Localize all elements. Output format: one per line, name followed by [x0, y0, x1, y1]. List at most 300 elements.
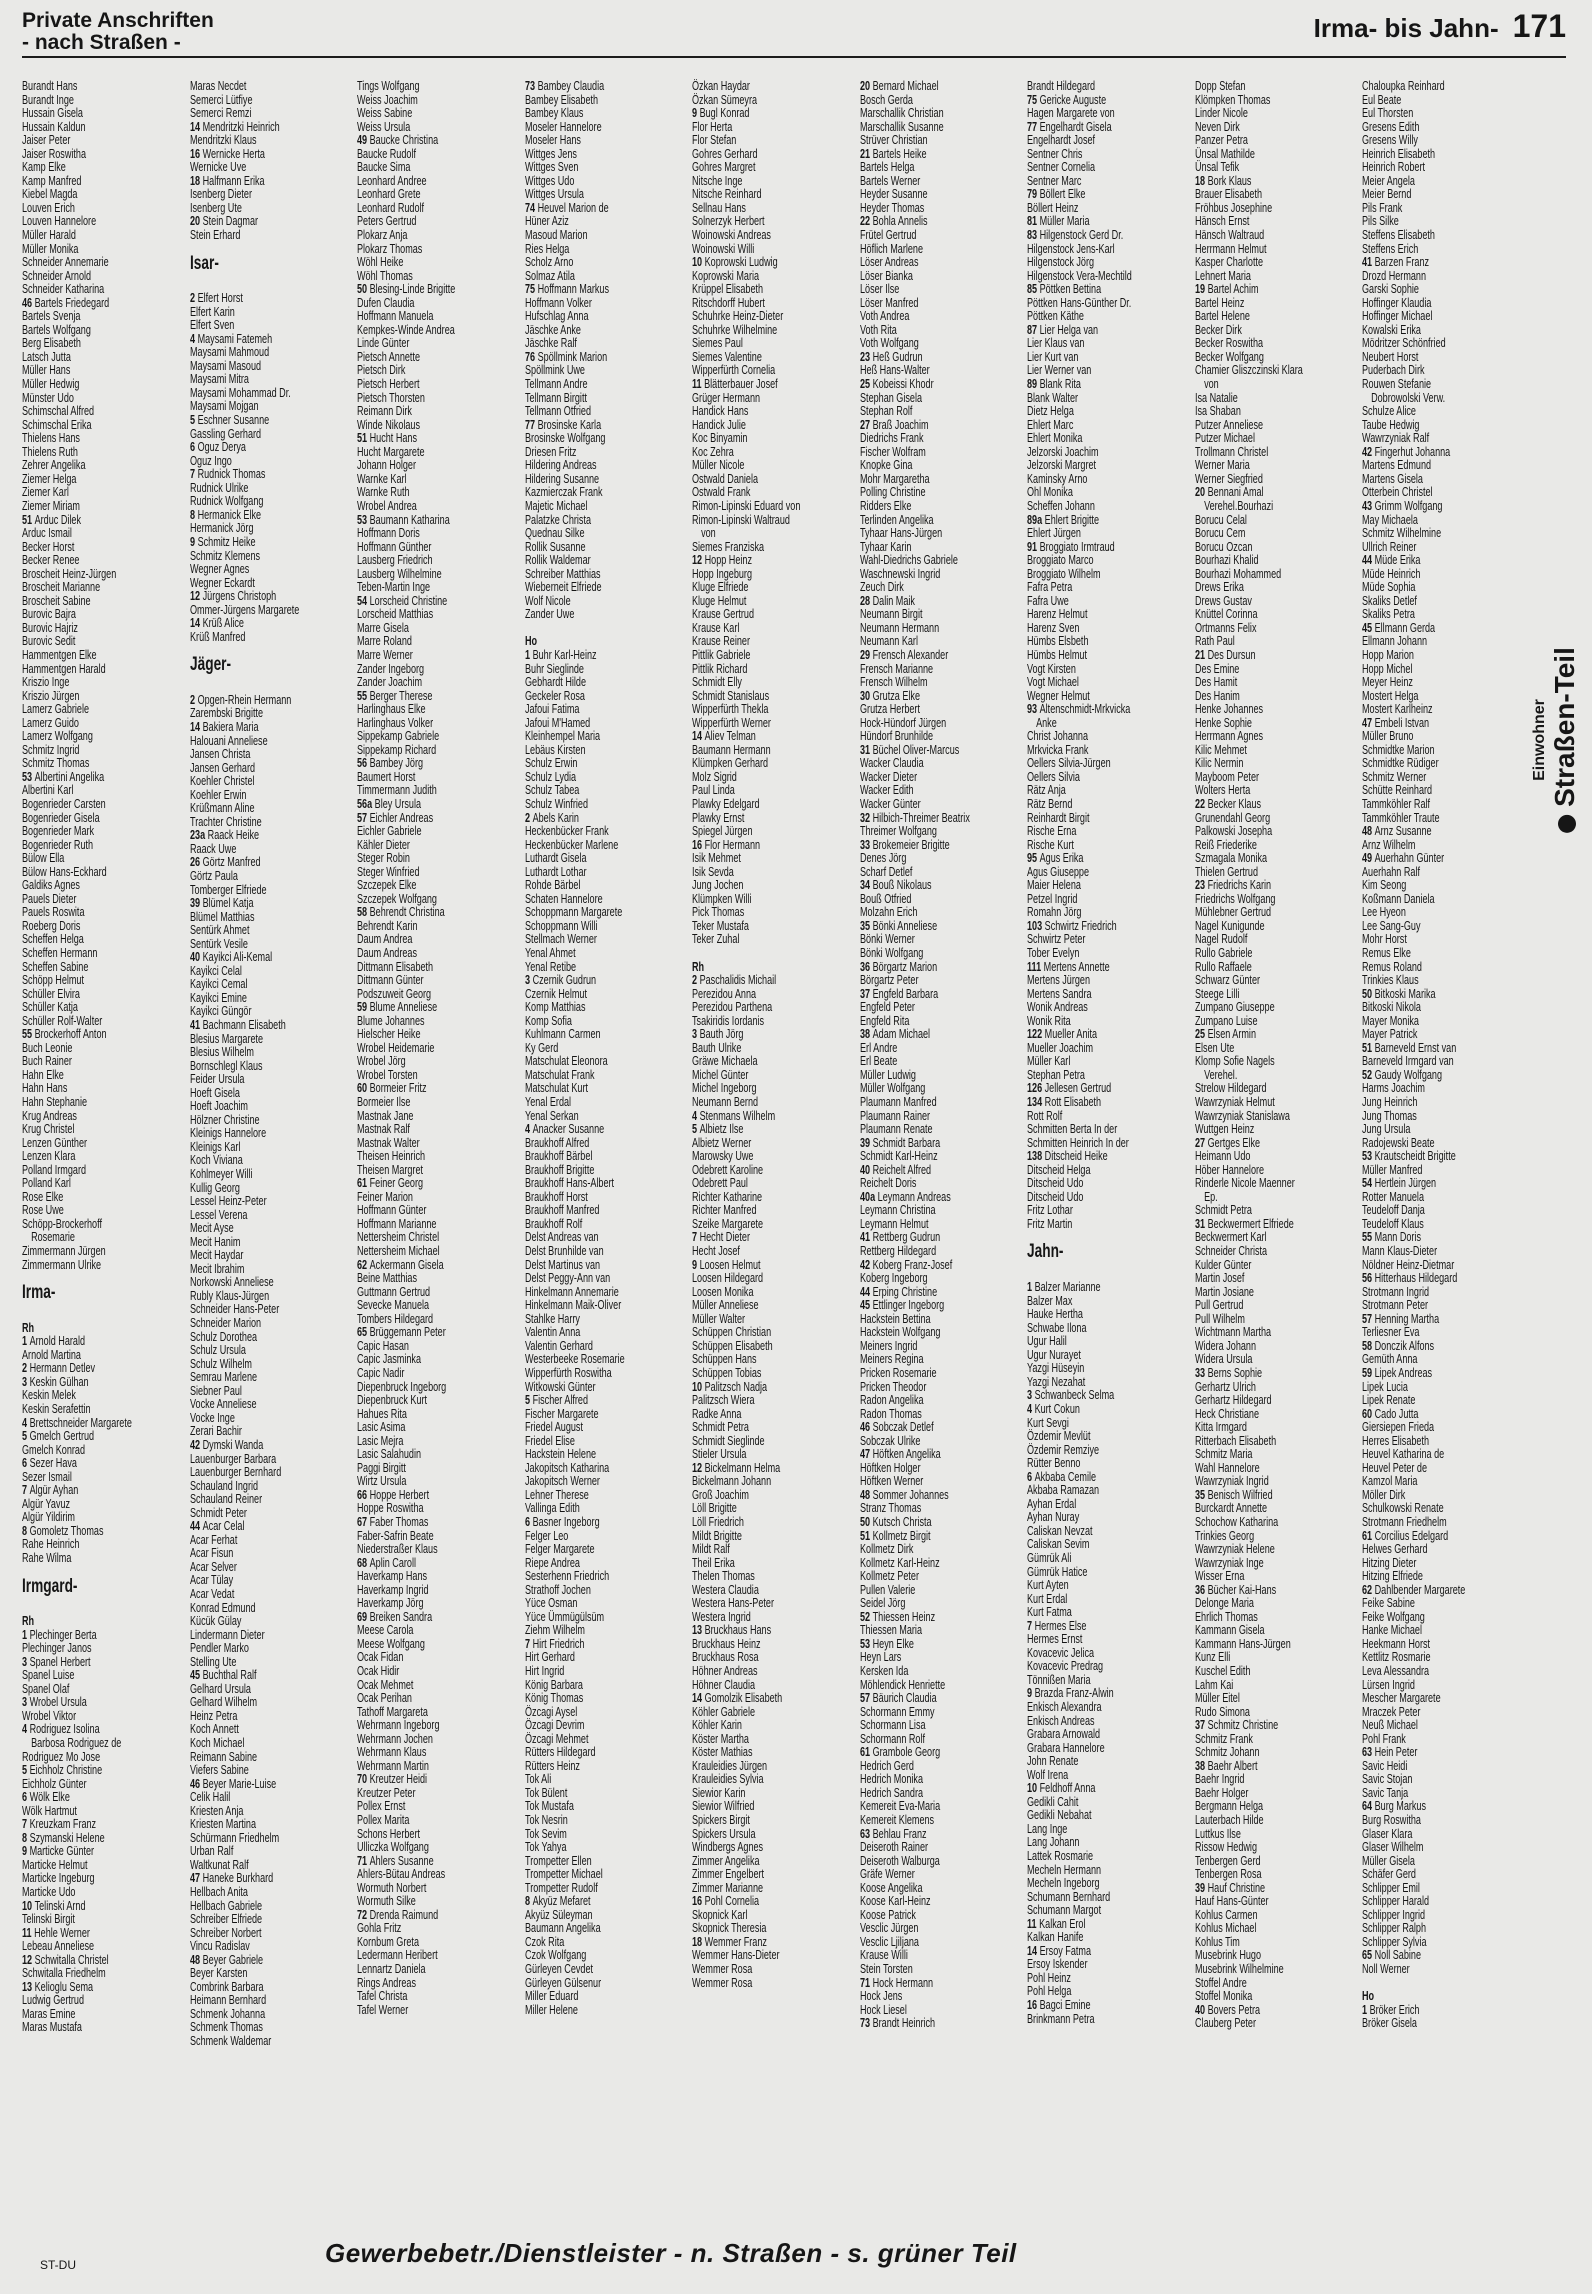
- resident-entry: Hagen Margarete von: [1027, 106, 1116, 121]
- resident-entry: Özdemir Remziye: [1027, 1442, 1100, 1457]
- resident-entry: 44 Müde Erika: [1362, 553, 1421, 568]
- resident-entry: Hahues Rita: [357, 1406, 408, 1421]
- resident-entry: Quednau Silke: [524, 526, 585, 541]
- resident-entry: Lamerz Guido: [22, 715, 79, 730]
- resident-entry: Ritschdorff Hubert: [692, 295, 766, 310]
- resident-entry: Combrink Barbara: [189, 1979, 264, 1994]
- resident-entry: Thielens Ruth: [22, 444, 78, 459]
- resident-entry: Tok Yahya: [524, 1840, 567, 1855]
- resident-entry: Hucht Margarete: [357, 444, 425, 459]
- resident-entry: Neuß Michael: [1362, 1718, 1419, 1733]
- resident-entry: Ludwig Gertrud: [22, 1993, 84, 2008]
- resident-entry: Heckenbücker Frank: [524, 824, 609, 839]
- resident-entry: 5 Gmelch Gertrud: [22, 1429, 95, 1444]
- resident-entry: Hilgenstock Jörg: [1027, 255, 1095, 270]
- resident-entry: Hackstein Wolfgang: [859, 1325, 941, 1340]
- directory-columns: [22, 80, 1530, 2200]
- resident-entry: Kamp Elke: [22, 160, 66, 175]
- resident-entry: Voth Andrea: [859, 309, 910, 324]
- resident-entry: Mildt Ralf: [692, 1542, 731, 1557]
- resident-entry: Braukhoff Rolf: [524, 1216, 582, 1231]
- resident-entry: Hildering Susanne: [524, 471, 599, 486]
- resident-entry: Schöpp-Brockerhoff: [22, 1216, 102, 1231]
- resident-entry: Hüner Aziz: [524, 214, 569, 229]
- resident-entry: Kleinhempel Maria: [524, 729, 600, 744]
- resident-entry: Nagel Kunigunde: [1194, 918, 1265, 933]
- resident-entry: Trompetter Michael: [524, 1867, 603, 1882]
- resident-entry: 1 Bröker Erich: [1362, 2002, 1420, 2017]
- resident-entry: Hoffinger Klaudia: [1362, 295, 1432, 310]
- resident-entry: Zumpano Luise: [1194, 1013, 1258, 1028]
- resident-entry: Neumann Hermann: [859, 620, 939, 635]
- street-heading: Irma-: [22, 1282, 56, 1304]
- resident-entry: 51 Hucht Hans: [357, 431, 418, 446]
- resident-entry: Mohr Horst: [1362, 932, 1408, 947]
- resident-entry: Wöhl Thomas: [357, 268, 413, 283]
- resident-entry: Klömpken Thomas: [1194, 92, 1271, 107]
- resident-entry: Jaiser Roswitha: [22, 146, 87, 161]
- resident-entry: Zander Uwe: [524, 607, 575, 622]
- resident-entry: Mödritzer Schönfried: [1362, 336, 1447, 351]
- resident-entry: Wipperfürth Thekla: [692, 702, 769, 717]
- footer-code: ST-DU: [40, 2258, 76, 2272]
- resident-entry: 64 Burg Markus: [1362, 1799, 1427, 1814]
- resident-entry: Görtz Paula: [189, 868, 238, 883]
- resident-entry: Schochow Katharina: [1194, 1514, 1279, 1529]
- resident-entry: 6 Akbaba Cemile: [1027, 1469, 1097, 1484]
- resident-entry: Tings Wolfgang: [357, 79, 420, 93]
- resident-entry: Schormann Emmy: [859, 1704, 935, 1719]
- resident-entry: Herrmann Helmut: [1194, 241, 1267, 256]
- resident-entry: Spickers Ursula: [692, 1826, 756, 1841]
- resident-entry: Lasic Salahudin: [357, 1447, 422, 1462]
- resident-entry: 41 Barzen Franz: [1362, 255, 1430, 270]
- resident-entry: Felger Leo: [524, 1528, 569, 1543]
- resident-entry: Burandt Inge: [22, 92, 74, 107]
- resident-entry: Semerci Lütfiye: [189, 92, 253, 107]
- resident-entry: 46 Bartels Friedegard: [22, 295, 110, 310]
- resident-entry: Spiegel Jürgen: [692, 824, 753, 839]
- footer-note: Gewerbebetr./Dienstleister - n. Straßen - s. grüner Teil: [325, 2238, 1017, 2268]
- resident-entry: Schmitz Thomas: [22, 756, 90, 771]
- resident-entry: Lebäus Kirsten: [524, 742, 586, 757]
- resident-entry: Marre Gisela: [357, 620, 410, 635]
- resident-entry: Pittlik Gabriele: [692, 647, 751, 662]
- resident-entry: 52 Gaudy Wolfgang: [1362, 1067, 1443, 1082]
- resident-entry: Des Emine: [1194, 661, 1240, 676]
- resident-entry: Bormeier Ilse: [357, 1095, 411, 1110]
- resident-entry: Delst Andreas van: [524, 1230, 599, 1245]
- resident-entry: 7 Hirt Friedrich: [524, 1636, 585, 1651]
- resident-entry: Hitzing Dieter: [1362, 1555, 1417, 1570]
- resident-entry: Lauenburger Bernhard: [189, 1465, 281, 1480]
- resident-entry: Radon Thomas: [859, 1406, 922, 1421]
- resident-entry: Pricken Theodor: [859, 1379, 927, 1394]
- resident-entry: 57 Eichler Andreas: [357, 810, 434, 825]
- resident-entry: 50 Kutsch Christa: [859, 1514, 932, 1529]
- resident-entry: 55 Brockerhoff Anton: [22, 1027, 107, 1042]
- resident-entry: Bartel Heinz: [1194, 295, 1245, 310]
- district-label: Rh: [692, 959, 705, 974]
- resident-entry: Steege Lilli: [1194, 986, 1240, 1001]
- resident-entry: Michel Günter: [692, 1067, 749, 1082]
- resident-entry: Hock-Hündorf Jürgen: [859, 715, 946, 730]
- resident-entry: Lier Klaus van: [1027, 336, 1085, 351]
- resident-entry: Meier Angela: [1362, 173, 1416, 188]
- resident-entry: Mayboom Peter: [1194, 769, 1259, 784]
- resident-entry: Odebrett Paul: [692, 1176, 749, 1191]
- resident-entry: Steger Winfried: [357, 864, 420, 879]
- resident-entry: Meese Wolfgang: [357, 1636, 425, 1651]
- resident-entry: Wrobel Jörg: [357, 1054, 406, 1069]
- resident-entry: 95 Agus Erika: [1027, 851, 1084, 866]
- resident-entry: Kulder Günter: [1194, 1257, 1252, 1272]
- resident-entry: Braukhoff Hans-Albert: [524, 1176, 614, 1191]
- resident-entry: Kovacevic Jelica: [1027, 1645, 1095, 1660]
- resident-entry: Wehrmann Ingeborg: [357, 1718, 440, 1733]
- side-tab-small: Einwohner: [1531, 699, 1548, 781]
- resident-entry: Delst Brunhilde van: [524, 1244, 604, 1259]
- resident-entry: Schmidt Petra: [1194, 1203, 1252, 1218]
- resident-entry: Klomp Sofie Nagels: [1194, 1054, 1275, 1069]
- resident-entry: 103 Schwirtz Friedrich: [1027, 918, 1118, 933]
- header-left-line1: Private Anschriften: [22, 9, 214, 32]
- resident-entry: Rettberg Hildegard: [859, 1244, 936, 1259]
- resident-entry: Wawrzyniak Ingrid: [1194, 1474, 1269, 1489]
- resident-entry: Kleinigs Karl: [189, 1139, 240, 1154]
- resident-entry: Pietsch Dirk: [357, 363, 406, 378]
- resident-entry: Köhler Gabriele: [692, 1704, 756, 1719]
- resident-entry: 16 Flor Hermann: [692, 837, 761, 852]
- resident-entry: Hielscher Heike: [357, 1027, 421, 1042]
- resident-entry: Komp Sofia: [524, 1013, 572, 1028]
- resident-entry: 75 Gericke Auguste: [1027, 92, 1107, 107]
- resident-entry: Marticke Udo: [22, 1885, 76, 1899]
- resident-entry: Kemereit Eva-Maria: [859, 1799, 940, 1814]
- resident-entry: Heinrich Elisabeth: [1362, 146, 1436, 161]
- resident-entry: Lehner Therese: [524, 1487, 589, 1502]
- resident-entry: Wonik Andreas: [1027, 1000, 1089, 1015]
- resident-entry: Ostwald Daniela: [692, 471, 759, 486]
- resident-entry: 5 Eschner Susanne: [189, 413, 269, 428]
- resident-entry: Mildt Brigitte: [692, 1528, 743, 1543]
- resident-entry: Rudnick Wolfgang: [189, 494, 263, 509]
- resident-entry: Maysami Masoud: [189, 358, 261, 373]
- resident-entry: Keskin Serafettin: [22, 1401, 91, 1416]
- resident-entry: Berg Elisabeth: [22, 336, 81, 351]
- resident-entry: Köster Mathias: [692, 1745, 753, 1760]
- resident-entry: 25 Kobeissi Khodr: [859, 377, 934, 392]
- resident-entry: 3 Schwanbeck Selma: [1027, 1388, 1115, 1403]
- resident-entry: Vesclic Ljiljana: [859, 1934, 919, 1949]
- resident-entry: Löll Friedrich: [692, 1514, 745, 1529]
- resident-entry: Buch Rainer: [22, 1054, 72, 1069]
- resident-entry: Trinkies Klaus: [1362, 973, 1420, 988]
- resident-entry: Lee Sang-Guy: [1362, 918, 1421, 933]
- resident-entry: Wawrzyniak Ralf: [1362, 431, 1430, 446]
- resident-entry: Engelhardt Josef: [1027, 133, 1096, 148]
- resident-entry: Widera Johann: [1194, 1338, 1256, 1353]
- resident-entry: Szmagala Monika: [1194, 851, 1267, 866]
- resident-entry: Ziemer Karl: [22, 485, 69, 500]
- resident-entry: Hussain Gisela: [22, 106, 83, 121]
- resident-entry: Perezidou Parthena: [692, 1000, 773, 1015]
- resident-entry: Strotmann Friedhelm: [1362, 1514, 1448, 1529]
- resident-entry: Lamerz Gabriele: [22, 702, 90, 717]
- resident-entry: Reichelt Doris: [859, 1176, 917, 1191]
- resident-entry: Wawrzyniak Stanislawa: [1194, 1108, 1290, 1123]
- resident-entry: Münster Udo: [22, 390, 74, 405]
- resident-entry: Tammköhler Traute: [1362, 810, 1441, 825]
- resident-entry: Hussain Kaldun: [22, 119, 86, 134]
- resident-entry: Mayer Patrick: [1362, 1027, 1418, 1042]
- resident-entry: Kriesten Anja: [189, 1803, 243, 1818]
- resident-entry: Tok Mustafa: [524, 1799, 574, 1814]
- resident-entry: Schlipper Emil: [1362, 1880, 1421, 1895]
- resident-entry: Müller Harald: [22, 228, 76, 243]
- resident-entry: Lattek Rosmarie: [1027, 1849, 1094, 1863]
- resident-entry: Kornbum Greta: [357, 1934, 420, 1949]
- resident-entry: Siewior Wilfried: [692, 1799, 755, 1814]
- resident-entry: Pricken Rosemarie: [859, 1365, 937, 1380]
- resident-entry: Teker Mustafa: [692, 918, 750, 933]
- resident-entry: 22 Becker Klaus: [1194, 796, 1261, 811]
- resident-entry: Tok Ali: [524, 1772, 551, 1787]
- resident-entry: Hopp Ingeburg: [692, 566, 753, 581]
- resident-entry: Ziemer Miriam: [22, 498, 80, 513]
- spacer: [22, 1308, 137, 1322]
- resident-entry: Terlinden Angelika: [859, 512, 934, 527]
- resident-entry: König Thomas: [524, 1691, 583, 1706]
- resident-entry: Romahn Jörg: [1027, 905, 1082, 920]
- resident-entry: 35 Bönki Anneliese: [859, 918, 937, 933]
- resident-entry: 13 Bruckhaus Hans: [692, 1623, 772, 1638]
- resident-entry: 1 Balzer Marianne: [1027, 1280, 1101, 1295]
- resident-entry: Zimmermann Ulrike: [22, 1257, 102, 1272]
- resident-entry: Heckenbücker Marlene: [524, 837, 618, 852]
- resident-entry: Kayikci Cemal: [189, 977, 247, 992]
- resident-entry: Algür Yavuz: [22, 1496, 71, 1511]
- resident-entry: 6 Basner Ingeborg: [524, 1514, 600, 1529]
- street-heading: Irmgard-: [22, 1575, 78, 1597]
- resident-entry: Erl Andre: [859, 1040, 898, 1055]
- resident-entry: Wacker Günter: [859, 796, 921, 811]
- resident-entry: Wittges Udo: [524, 173, 575, 188]
- spacer: [22, 1602, 137, 1616]
- resident-entry: Pollex Marita: [357, 1813, 410, 1827]
- resident-entry: Pohl Heinz: [1027, 1970, 1072, 1985]
- resident-entry: 51 Arduc Dilek: [22, 512, 81, 527]
- resident-entry: 71 Hock Hermann: [859, 1975, 933, 1990]
- resident-entry: Deiseroth Walburga: [859, 1853, 940, 1868]
- resident-entry: Schreiber Norbert: [189, 1925, 262, 1940]
- resident-entry: Meiners Regina: [859, 1352, 924, 1367]
- resident-entry: Schmenk Thomas: [189, 2020, 263, 2035]
- resident-entry: Delst Martinus van: [524, 1257, 600, 1272]
- resident-entry: Schmidt Stanislaus: [692, 688, 770, 703]
- resident-entry: Wipperfürth Cornelia: [692, 363, 776, 378]
- resident-entry: Mastnak Jane: [357, 1108, 414, 1123]
- resident-entry: 53 Krautscheidt Brigitte: [1362, 1149, 1457, 1164]
- resident-entry: Plokarz Thomas: [357, 241, 423, 256]
- resident-entry: Lier Werner van: [1027, 363, 1092, 378]
- resident-entry: Kurt Ayten: [1027, 1578, 1070, 1593]
- resident-entry: Hildering Andreas: [524, 458, 597, 473]
- resident-entry: Bambey Klaus: [524, 106, 584, 121]
- resident-entry: 30 Grutza Elke: [859, 688, 920, 703]
- resident-entry: 3 Spanel Herbert: [22, 1654, 91, 1669]
- resident-entry: Tok Bülent: [524, 1785, 568, 1800]
- resident-entry: 10 Feldhoff Anna: [1027, 1781, 1096, 1796]
- resident-entry: Braukhoff Brigitte: [524, 1162, 595, 1177]
- resident-entry: Acar Tülay: [189, 1573, 233, 1588]
- resident-entry: Urban Ralf: [189, 1844, 233, 1859]
- resident-entry: Louven Erich: [22, 200, 75, 215]
- resident-entry: Beyer Karsten: [189, 1966, 248, 1981]
- resident-entry: Kuhlmann Carmen: [524, 1027, 601, 1042]
- resident-entry: Bambey Elisabeth: [524, 92, 598, 107]
- resident-entry: Tellmann Andre: [524, 377, 588, 392]
- resident-entry: Handick Hans: [692, 404, 749, 419]
- resident-entry: Riepe Andrea: [524, 1555, 580, 1570]
- resident-entry: Albertini Karl: [22, 783, 74, 798]
- resident-entry: 8 Gomoletz Thomas: [22, 1523, 104, 1538]
- resident-entry: Westera Claudia: [692, 1582, 760, 1597]
- resident-entry: Weiss Ursula: [357, 119, 411, 134]
- resident-entry: Wemmer Rosa: [692, 1975, 753, 1990]
- resident-entry: Rollik Susanne: [524, 539, 586, 554]
- resident-entry: Müller Bruno: [1362, 729, 1414, 744]
- resident-entry: Becker Dirk: [1194, 322, 1242, 337]
- resident-entry: Schneider Marion: [189, 1316, 261, 1331]
- resident-entry: Matschulat Eleonora: [524, 1054, 608, 1069]
- resident-entry: Paggi Birgitt: [357, 1460, 407, 1475]
- resident-entry: Oellers Silvia: [1027, 769, 1081, 784]
- resident-entry: Koch Viviana: [189, 1153, 243, 1168]
- resident-entry: Bülow Hans-Eckhard: [22, 864, 107, 879]
- resident-entry: Hoeft Gisela: [189, 1085, 240, 1100]
- resident-entry: 61 Grambole Georg: [859, 1745, 940, 1760]
- resident-entry: Schauland Ingrid: [189, 1478, 258, 1493]
- resident-entry: Fritz Martin: [1027, 1216, 1073, 1231]
- resident-entry: 53 Baumann Katharina: [357, 512, 450, 527]
- directory-column: [190, 80, 305, 2049]
- resident-entry: Schuhrke Wilhelmine: [692, 322, 778, 337]
- resident-entry: 91 Broggiato Irmtraud: [1027, 539, 1116, 554]
- resident-entry: Thielens Hans: [22, 431, 80, 446]
- resident-entry: 33 Brokemeier Brigitte: [859, 837, 950, 852]
- resident-entry: Kamzol Maria: [1362, 1474, 1418, 1489]
- resident-entry: Stephan Gisela: [859, 390, 922, 405]
- resident-entry: Schürmann Friedhelm: [189, 1830, 279, 1845]
- resident-entry: Stellmach Werner: [524, 932, 597, 947]
- resident-entry: Richter Manfred: [692, 1203, 757, 1218]
- resident-entry: 41 Bachmann Elisabeth: [189, 1018, 286, 1032]
- resident-entry: Gräfe Werner: [859, 1867, 915, 1882]
- resident-entry: Gresens Willy: [1362, 133, 1419, 148]
- resident-entry: Hahn Hans: [22, 1081, 68, 1096]
- resident-entry: 7 Algür Ayhan: [22, 1483, 79, 1498]
- resident-entry: Schmitten Heinrich In der: [1027, 1135, 1130, 1150]
- resident-entry: Pietsch Herbert: [357, 377, 420, 392]
- resident-entry: Scheffen Helga: [22, 932, 84, 947]
- resident-entry: Hilgenstock Vera-Mechtild: [1027, 268, 1133, 283]
- resident-entry: Daum Andrea: [357, 932, 413, 947]
- side-tab: [1531, 600, 1580, 880]
- resident-entry: Raack Uwe: [189, 841, 236, 856]
- resident-entry: Rätz Anja: [1027, 783, 1067, 798]
- resident-entry: Müller Hans: [22, 363, 71, 378]
- resident-entry: Trompetter Rudolf: [524, 1880, 598, 1895]
- resident-entry: Skopnick Karl: [692, 1907, 748, 1922]
- resident-entry: Herres Elisabeth: [1362, 1433, 1430, 1448]
- resident-entry: Schmidt Karl-Heinz: [859, 1149, 938, 1164]
- resident-entry: 10 Koprowski Ludwig: [692, 255, 778, 270]
- resident-entry: Ayhan Erdal: [1027, 1496, 1077, 1511]
- resident-entry: Schmitz Frank: [1194, 1731, 1253, 1746]
- resident-entry: 48 Sommer Johannes: [859, 1487, 949, 1502]
- resident-entry: 8 Szymanski Helene: [22, 1830, 105, 1845]
- resident-entry: Müller Walter: [692, 1311, 746, 1326]
- resident-entry: Spöllmink Uwe: [524, 363, 585, 378]
- resident-entry: Mertens Jürgen: [1027, 973, 1091, 988]
- resident-entry: Teudeloff Danja: [1362, 1203, 1426, 1218]
- resident-entry: Acar Vedat: [189, 1586, 234, 1601]
- resident-entry: Plawky Edelgard: [692, 796, 760, 811]
- resident-entry: Musebrink Wilhelmine: [1194, 1962, 1284, 1977]
- resident-entry: Tok Nesrin: [524, 1813, 568, 1827]
- resident-entry: Maysami Mahmoud: [189, 345, 269, 360]
- resident-entry: Frensch Marianne: [859, 661, 933, 676]
- resident-entry: Heekmann Horst: [1362, 1636, 1431, 1651]
- resident-entry: Hündorf Brunhilde: [859, 729, 933, 744]
- resident-entry: Kamp Manfred: [22, 173, 82, 188]
- resident-entry: Wittges Sven: [524, 160, 579, 175]
- resident-entry: Ditscheid Udo: [1027, 1189, 1084, 1204]
- resident-entry: Yüce Osman: [524, 1596, 578, 1611]
- resident-entry: Yüce Ümmügülsüm: [524, 1609, 604, 1624]
- resident-entry: Jung Thomas: [1362, 1108, 1418, 1123]
- resident-entry: Heyn Lars: [859, 1650, 902, 1665]
- resident-entry: Rahe Heinrich: [22, 1537, 80, 1552]
- resident-entry: Baehr Holger: [1194, 1785, 1249, 1800]
- resident-entry: Mostert Karlheinz: [1362, 702, 1433, 717]
- resident-entry: Skopnick Theresia: [692, 1921, 767, 1936]
- resident-entry: Witkowski Günter: [524, 1379, 596, 1394]
- resident-entry: Spickers Birgit: [692, 1813, 751, 1827]
- resident-entry: Auerhahn Ralf: [1362, 864, 1421, 879]
- resident-entry: Wuttgen Heinz: [1194, 1122, 1255, 1137]
- resident-entry: Marschallik Susanne: [859, 119, 944, 134]
- resident-entry: Pull Wilhelm: [1194, 1311, 1245, 1326]
- resident-entry: Krause Reiner: [692, 634, 751, 649]
- resident-entry: Hock Jens: [859, 1989, 903, 2004]
- resident-entry: Keskin Melek: [22, 1388, 76, 1403]
- resident-entry: Ditscheid Udo: [1027, 1176, 1084, 1191]
- resident-entry: Schmenk Waldemar: [189, 2034, 271, 2049]
- resident-entry: Rullo Gabriele: [1194, 946, 1253, 960]
- page-header: [22, 10, 1566, 60]
- resident-entry: Zander Joachim: [357, 675, 423, 690]
- resident-entry: Jafoui M'Hamed: [524, 715, 590, 730]
- resident-entry: Wegner Agnes: [189, 562, 249, 577]
- spacer: [1362, 1977, 1477, 1991]
- resident-entry: Tok Sevim: [524, 1826, 567, 1841]
- resident-entry: Rubly Klaus-Jürgen: [189, 1288, 269, 1303]
- resident-entry: Zarembski Brigitte: [189, 706, 263, 721]
- resident-entry: Loosen Hildegard: [692, 1271, 764, 1286]
- resident-entry: 77 Engelhardt Gisela: [1027, 119, 1113, 134]
